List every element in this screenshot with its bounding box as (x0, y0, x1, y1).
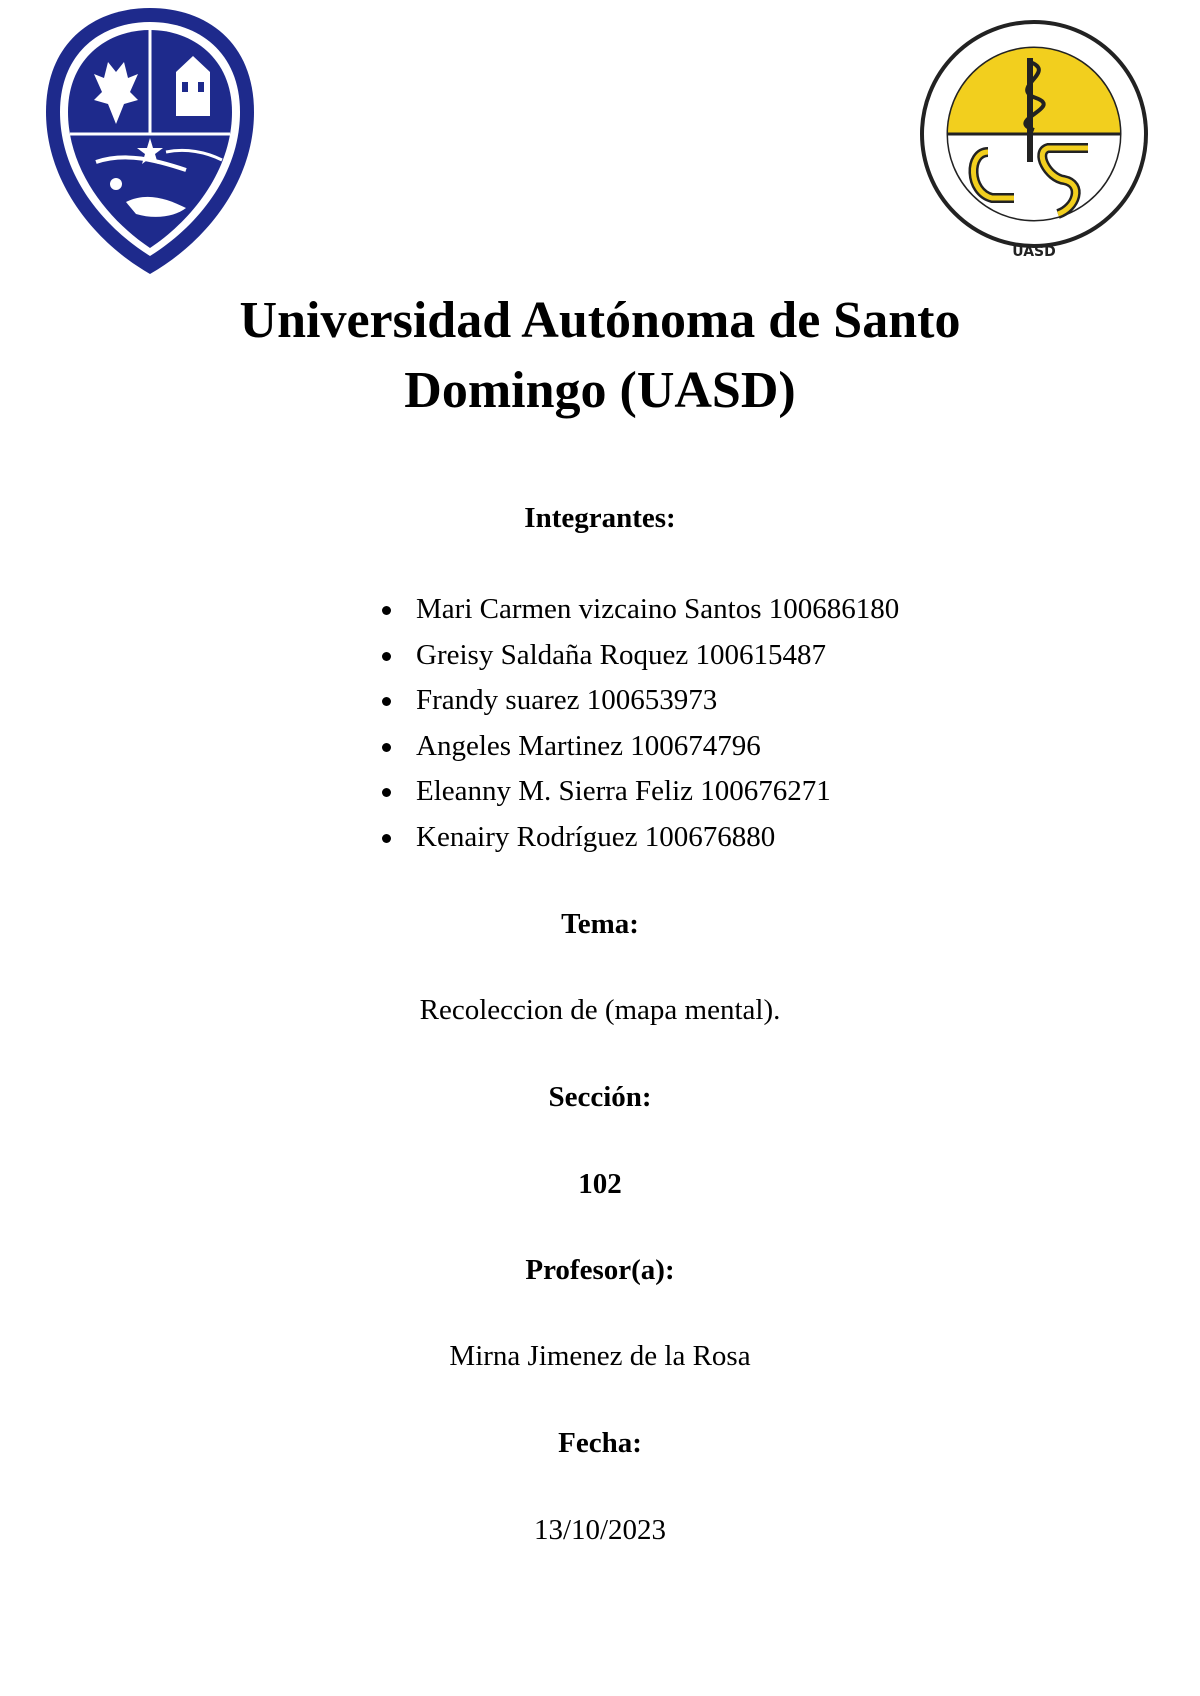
bullet-icon (382, 743, 391, 752)
member-name: Eleanny M. Sierra Feliz 100676271 (416, 775, 831, 808)
member-name: Kenairy Rodríguez 100676880 (416, 820, 776, 853)
bullet-icon (382, 652, 391, 661)
list-item (380, 633, 899, 679)
list-item (380, 769, 899, 815)
facultad-ciencias-salud-logo (918, 2, 1150, 272)
member-name: Frandy suarez 100653973 (416, 684, 718, 717)
member-name: Mari Carmen vizcaino Santos 100686180 (416, 593, 900, 625)
bullet-icon (382, 606, 391, 615)
profesor-value: Mirna Jimenez de la Rosa (449, 1340, 751, 1372)
member-name: Angeles Martinez 100674796 (416, 729, 761, 762)
uasd-seal-logo (36, 2, 264, 280)
fecha-value: 13/10/2023 (533, 1514, 667, 1546)
bullet-icon (382, 834, 391, 843)
svg-text:UASD: UASD (1012, 244, 1056, 260)
integrantes-heading: Integrantes: (524, 502, 676, 534)
list-item (380, 587, 899, 633)
title-line-2: Domingo (UASD) (404, 362, 796, 419)
bullet-icon (382, 788, 391, 797)
tema-heading: Tema: (561, 908, 639, 940)
list-item (380, 815, 899, 861)
tema-value: Recoleccion de (mapa mental). (419, 994, 781, 1026)
bullet-icon (382, 697, 391, 706)
members-list (380, 587, 899, 861)
title-line-1: Universidad Autónoma de Santo (239, 292, 961, 349)
seccion-heading: Sección: (548, 1081, 652, 1113)
page-title (100, 286, 1100, 426)
profesor-heading: Profesor(a): (525, 1254, 675, 1286)
list-item (380, 678, 899, 724)
seccion-value: 102 (578, 1168, 622, 1200)
list-item (380, 724, 899, 770)
member-name: Greisy Saldaña Roquez 100615487 (416, 638, 826, 671)
fecha-heading: Fecha: (558, 1427, 642, 1459)
